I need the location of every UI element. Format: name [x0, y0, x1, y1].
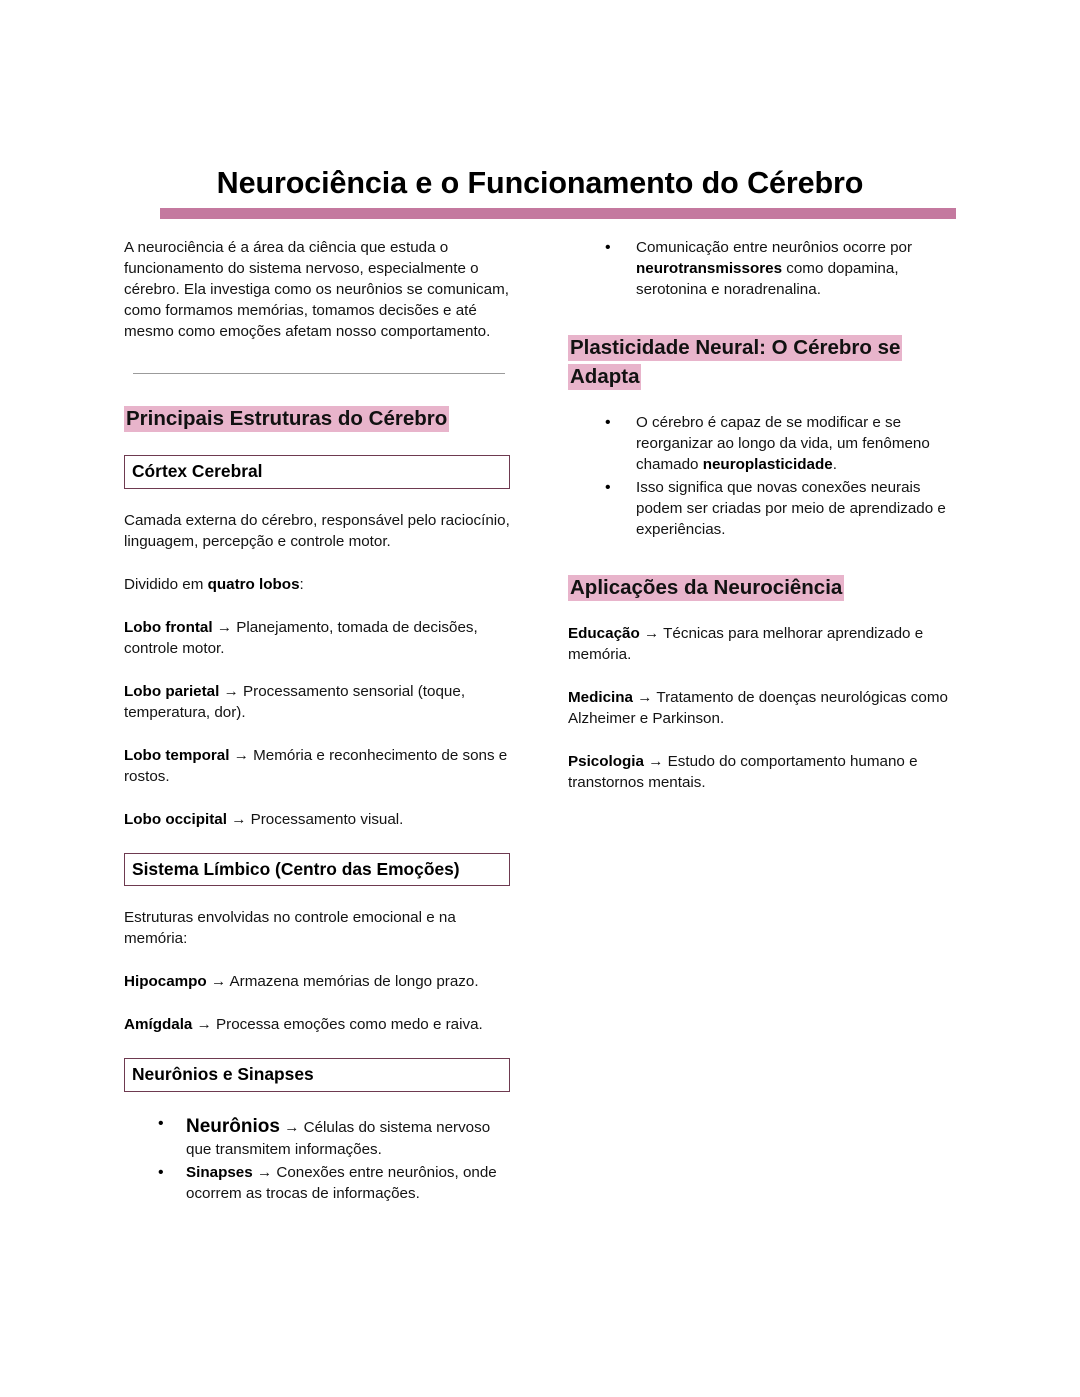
subheading-box-neurons: [124, 1058, 510, 1092]
limbic-hipocampo: [124, 972, 512, 993]
lobe-temporal: [124, 746, 512, 788]
lobe-frontal-desc: Planejamento, tomada de decisões, controle motor.: [124, 618, 478, 657]
application-educacao-term: Educação: [568, 625, 640, 643]
application-psicologia-term: Psicologia: [568, 752, 644, 770]
section-heading-structures: [124, 404, 512, 433]
plasticity-bullet-1-suffix: .: [832, 456, 837, 474]
lobe-parietal-desc: Processamento sensorial (toque, temperatura, dor).: [124, 682, 466, 721]
subheading-box-neurons-label: Neurônios e Sinapses: [132, 1064, 314, 1085]
neurotransmitters-prefix: Comunicação entre neurônios ocorre por: [636, 239, 913, 256]
section-heading-applications: [568, 573, 962, 602]
neurons-term: Neurônios: [186, 1116, 280, 1138]
limbic-hipocampo-desc: Armazena memórias de longo prazo.: [229, 973, 479, 991]
right-column: [568, 238, 962, 794]
synapses-term: Sinapses: [186, 1164, 253, 1182]
limbic-amigdala-term: Amígdala: [124, 1016, 193, 1034]
lobes-intro-bold: quatro lobos: [207, 575, 300, 593]
application-medicina-term: Medicina: [568, 688, 633, 706]
arrow-icon: →: [284, 1119, 300, 1137]
arrow-icon: →: [223, 682, 239, 700]
lobe-parietal: [124, 682, 512, 724]
lobe-frontal: [124, 618, 512, 660]
left-column: [124, 238, 512, 1207]
lobe-occipital-term: Lobo occipital: [124, 810, 227, 828]
section-heading-structures-text: Principais Estruturas do Cérebro: [126, 406, 448, 430]
section-heading-plasticity: [568, 333, 962, 391]
plasticity-bullet-1-bold: neuroplasticidade: [702, 456, 833, 474]
arrow-icon: →: [256, 1164, 273, 1182]
neurotransmitters-suffix: como dopamina, serotonina e noradrenalina.: [636, 259, 899, 298]
limbic-amigdala-desc: Processa emoções como medo e raiva.: [216, 1016, 483, 1034]
lobe-temporal-desc: Memória e reconhecimento de sons e rostos.: [124, 746, 508, 785]
lobe-temporal-term: Lobo temporal: [124, 746, 230, 764]
page-title: Neurociência e o Funcionamento do Cérebro: [216, 166, 864, 201]
subheading-box-cortex-label: Córtex Cerebral: [132, 460, 263, 481]
neurons-desc: Células do sistema nervoso que transmitem informações.: [186, 1119, 491, 1159]
lobes-intro-suffix: :: [299, 575, 304, 593]
list-item: [636, 478, 962, 541]
lobe-parietal-term: Lobo parietal: [124, 682, 220, 700]
application-psicologia: [568, 752, 962, 794]
neurotransmitters-bullet-list: [568, 238, 962, 301]
subheading-box-limbic: [124, 853, 510, 887]
neurotransmitters-bold: neurotransmissores: [636, 259, 783, 277]
plasticity-bullet-2-prefix: Isso significa que novas conexões neurais podem ser criadas por meio de aprendizado e experiências.: [636, 479, 946, 538]
subheading-box-cortex: [124, 455, 510, 489]
arrow-icon: →: [233, 746, 249, 764]
lobe-occipital-desc: Processamento visual.: [250, 810, 404, 828]
cortex-description: Camada externa do cérebro, responsável pelo raciocínio, linguagem, percepção e controle motor.: [124, 511, 510, 550]
arrow-icon: →: [643, 625, 660, 643]
section-heading-applications-text: Aplicações da Neurociência: [570, 575, 843, 599]
lobe-occipital: [124, 810, 512, 831]
application-medicina-desc: Tratamento de doenças neurológicas como Alzheimer e Parkinson.: [568, 688, 948, 727]
neurons-bullet-list: [124, 1114, 512, 1205]
arrow-icon: →: [648, 752, 664, 770]
subheading-box-limbic-label: Sistema Límbico (Centro das Emoções): [132, 858, 460, 879]
arrow-icon: →: [637, 688, 653, 706]
application-medicina: [568, 688, 962, 730]
lobes-intro-prefix: Dividido em: [124, 575, 208, 593]
list-item: [186, 1163, 512, 1205]
list-item: [636, 413, 962, 476]
application-educacao-desc: Técnicas para melhorar aprendizado e memória.: [568, 625, 924, 664]
plasticity-bullet-1-prefix: O cérebro é capaz de se modificar e se reorganizar ao longo da vida, um fenômeno chamado: [636, 414, 930, 474]
list-item: [636, 238, 962, 301]
application-educacao: [568, 624, 962, 666]
lobe-frontal-term: Lobo frontal: [124, 618, 213, 636]
arrow-icon: →: [231, 810, 247, 828]
limbic-amigdala: [124, 1015, 512, 1036]
plasticity-bullet-list: [568, 413, 962, 541]
arrow-icon: →: [196, 1016, 212, 1034]
arrow-icon: →: [210, 973, 227, 991]
section-heading-plasticity-text: Plasticidade Neural: O Cérebro se Adapta: [570, 335, 901, 389]
list-item: [186, 1114, 512, 1161]
pink-divider-bar: [160, 208, 956, 219]
intro-paragraph: A neurociência é a área da ciência que estuda o funcionamento do sistema nervoso, especialmente o cérebro. Ela investiga como os neurônios se comunicam, como formamos memórias, tomamos decisões e até mesmo como emoções afetam nosso comportamento.: [124, 239, 509, 340]
arrow-icon: →: [216, 618, 232, 636]
lobes-intro: [124, 575, 512, 596]
synapses-desc: Conexões entre neurônios, onde ocorrem as trocas de informações.: [186, 1164, 497, 1203]
application-psicologia-desc: Estudo do comportamento humano e transtornos mentais.: [568, 752, 918, 791]
limbic-description: Estruturas envolvidas no controle emocional e na memória:: [124, 909, 456, 948]
limbic-hipocampo-term: Hipocampo: [124, 973, 207, 991]
